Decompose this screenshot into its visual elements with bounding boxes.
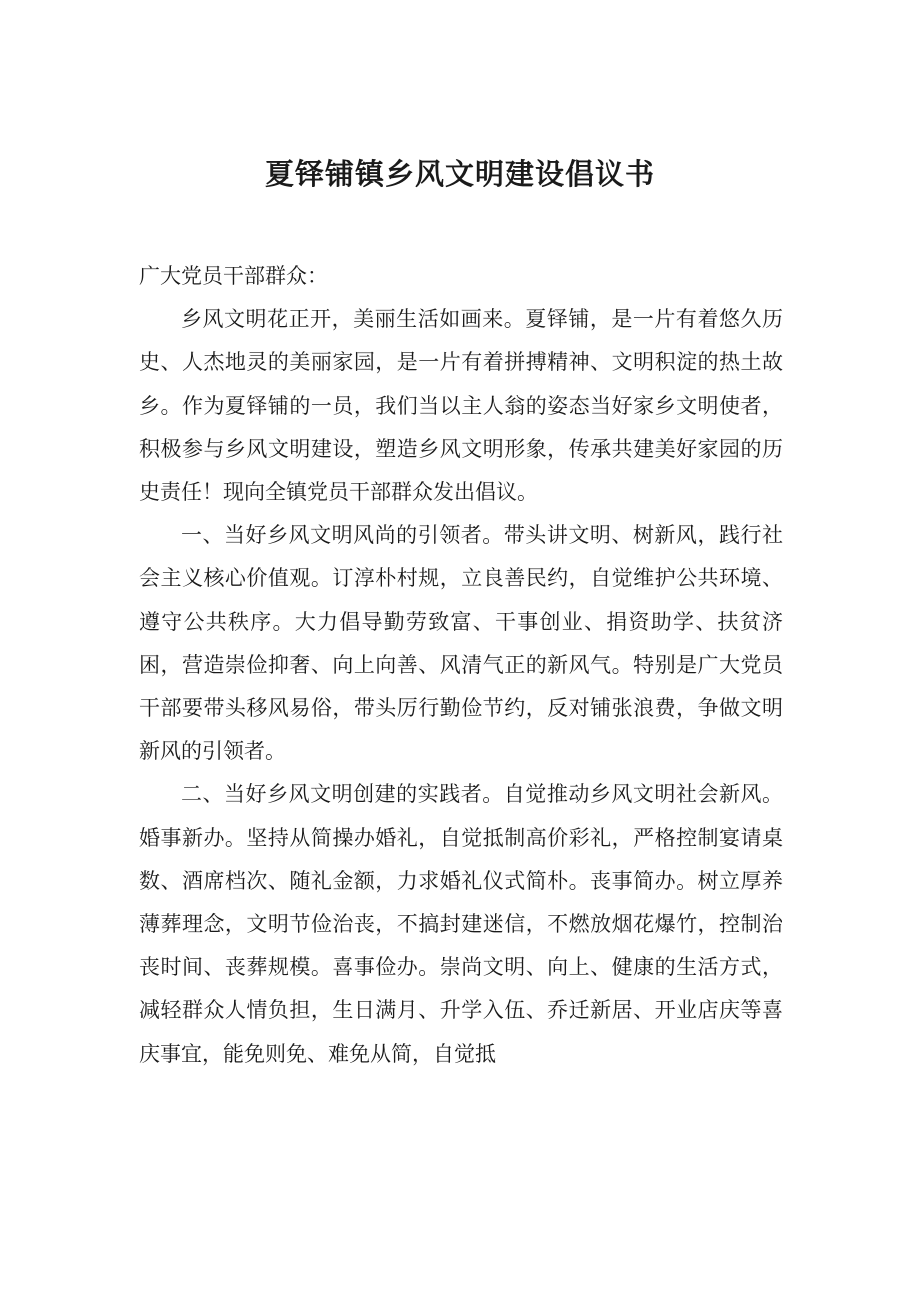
paragraph-section-one: 一、当好乡风文明风尚的引领者。带头讲文明、树新风，践行社会主义核心价值观。订淳朴村规，立良善民约，自觉维护公共环境、遵守公共秩序。大力倡导勤劳致富、干事创业、捐资助学、扶贫济困，营造崇俭抑奢、向上向善、风清气正的新风气。特别是广大党员干部要带头移风易俗，带头厉行勤俭节约，反对铺张浪费，争做文明新风的引领者。	[139, 523, 783, 764]
document-title: 夏铎铺镇乡风文明建设倡议书	[264, 157, 655, 191]
paragraph-intro: 乡风文明花正开，美丽生活如画来。夏铎铺，是一片有着悠久历史、人杰地灵的美丽家园，是一片有着拼搏精神、文明积淀的热土故乡。作为夏铎铺的一员，我们当以主人翁的姿态当好家乡文明使者，积极参与乡风文明建设，塑造乡风文明形象，传承共建美好家园的历史责任！现向全镇党员干部群众发出倡议。	[139, 307, 783, 505]
document-body	[139, 255, 783, 1076]
paragraph-section-two: 二、当好乡风文明创建的实践者。自觉推动乡风文明社会新风。婚事新办。坚持从简操办婚礼，自觉抵制高价彩礼，严格控制宴请桌数、酒席档次、随礼金额，力求婚礼仪式简朴。丧事简办。树立厚养薄葬理念，文明节俭治丧，不搞封建迷信，不燃放烟花爆竹，控制治丧时间、丧葬规模。喜事俭办。崇尚文明、向上、健康的生活方式，减轻群众人情负担，生日满月、升学入伍、乔迁新居、开业店庆等喜庆事宜，能免则免、难免从简，自觉抵	[139, 782, 783, 1066]
salutation: 广大党员干部群众：	[139, 264, 328, 288]
